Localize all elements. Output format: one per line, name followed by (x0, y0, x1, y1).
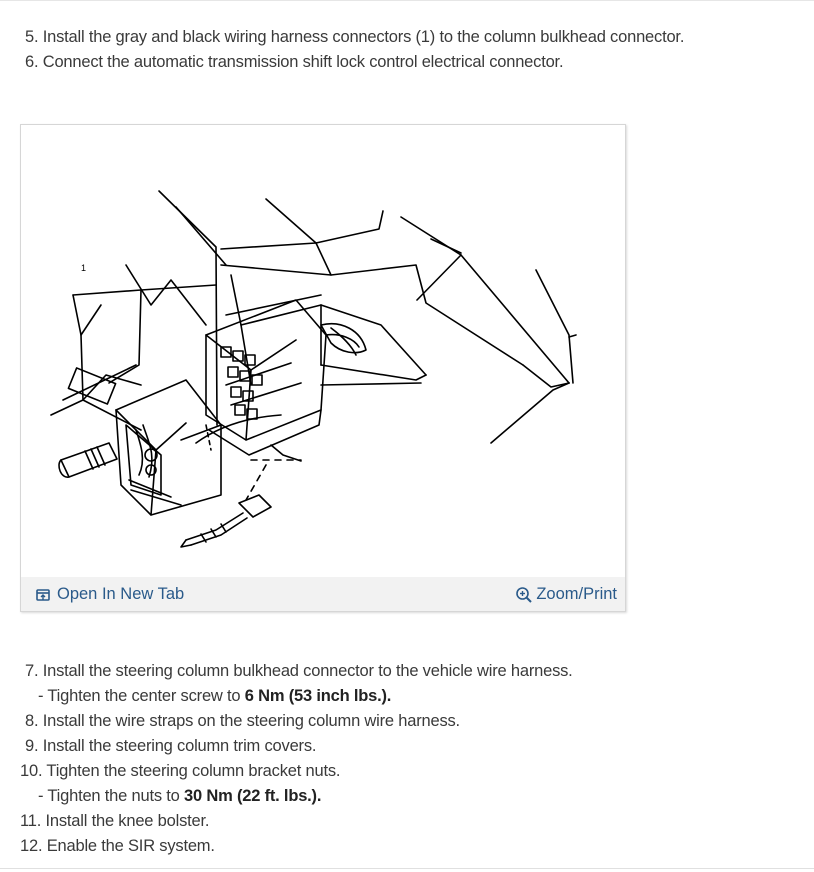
step-8: 8. Install the wire straps on the steering column wire harness. (25, 712, 460, 730)
open-new-tab-label: Open In New Tab (57, 585, 185, 603)
figure-toolbar (21, 577, 625, 611)
step-6: 6. Connect the automatic transmission shift lock control electrical connector. (25, 53, 564, 71)
step-10-torque-value: 30 Nm (22 ft. lbs.). (184, 787, 322, 805)
callout-label: 1 (81, 263, 87, 273)
open-new-tab-icon (35, 587, 51, 603)
step-7-torque (38, 687, 391, 706)
step-12: 12. Enable the SIR system. (20, 837, 215, 855)
step-7: 7. Install the steering column bulkhead connector to the vehicle wire harness. (25, 662, 573, 680)
step-10: 10. Tighten the steering column bracket nuts. (20, 762, 341, 780)
steering-column-diagram (21, 125, 625, 577)
step-11: 11. Install the knee bolster. (20, 812, 210, 830)
zoom-print-button[interactable] (515, 585, 617, 604)
step-10-torque-prefix: - Tighten the nuts to (38, 787, 185, 805)
step-5: 5. Install the gray and black wiring harness connectors (1) to the column bulkhead connector. (25, 28, 685, 46)
open-new-tab-button[interactable] (35, 585, 184, 604)
step-7-torque-value: 6 Nm (53 inch lbs.). (244, 687, 392, 705)
step-9: 9. Install the steering column trim covers. (25, 737, 317, 755)
bottom-divider (0, 868, 814, 869)
step-7-torque-prefix: - Tighten the center screw to (38, 687, 245, 705)
top-divider (0, 0, 814, 1)
zoom-icon (515, 586, 533, 604)
zoom-print-label: Zoom/Print (536, 585, 617, 603)
figure-container (20, 124, 626, 612)
step-10-torque (38, 787, 321, 806)
